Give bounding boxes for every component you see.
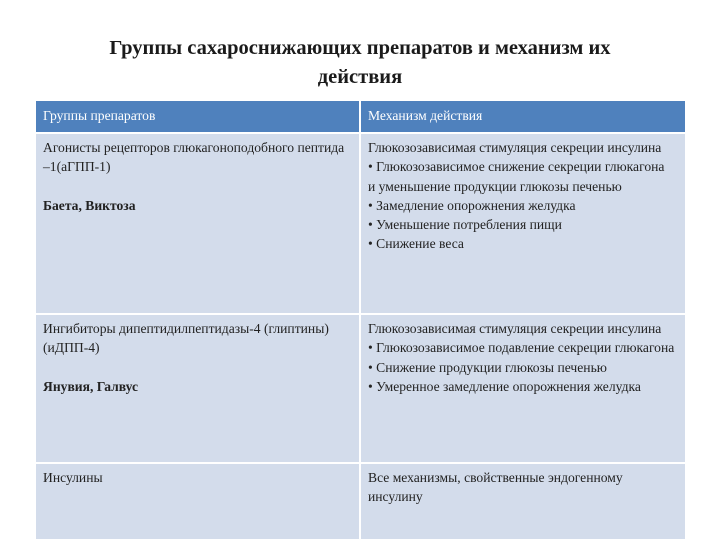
mechanism-line: • Умеренное замедление опорожнения желудка	[368, 378, 641, 394]
slide-title-line-2: действия	[317, 66, 403, 88]
table-row	[36, 463, 685, 540]
group-name: Ингибиторы дипептидилпептидазы-4 (глиптины) (иДПП-4)	[43, 321, 329, 356]
mechanism-cell	[360, 314, 685, 463]
group-name: Инсулины	[43, 470, 103, 486]
mechanism-line: • Снижение продукции глюкозы печенью	[368, 359, 607, 375]
group-cell	[36, 133, 360, 314]
group-name: Агонисты рецепторов глюкагоноподобного пептида –1(аГПП-1)	[43, 140, 345, 175]
mechanism-line: Все механизмы, свойственные эндогенному инсулину	[368, 470, 623, 505]
mechanism-cell	[360, 133, 685, 314]
header-mechanism: Механизм действия	[360, 101, 685, 133]
drug-names: Баета, Виктоза	[43, 197, 136, 213]
header-drug-groups: Группы препаратов	[36, 101, 360, 133]
group-cell	[36, 314, 360, 463]
mechanism-line: • Глюкозозависимое подавление секреции глюкагона	[368, 340, 675, 356]
slide-title-line-1: Группы сахароснижающих препаратов и механизм их	[109, 37, 611, 59]
mechanism-line: и уменьшение продукции глюкозы печенью	[368, 178, 622, 194]
mechanism-line: • Снижение веса	[368, 236, 464, 252]
mechanism-cell	[360, 463, 685, 540]
slide-title	[40, 34, 680, 92]
mechanism-line: Глюкозозависимая стимуляция секреции инсулина	[368, 321, 662, 337]
mechanism-line: • Замедление опорожнения желудка	[368, 197, 576, 213]
drug-groups-table	[36, 101, 685, 541]
drug-names: Янувия, Галвус	[43, 378, 139, 394]
mechanism-line: • Глюкозозависимое снижение секреции глюкагона	[368, 159, 665, 175]
mechanism-line: Глюкозозависимая стимуляция секреции инсулина	[368, 140, 662, 156]
table-row	[36, 314, 685, 463]
table-row	[36, 133, 685, 314]
mechanism-line: • Уменьшение потребления пищи	[368, 217, 562, 233]
table-header-row	[36, 101, 685, 133]
group-cell	[36, 463, 360, 540]
